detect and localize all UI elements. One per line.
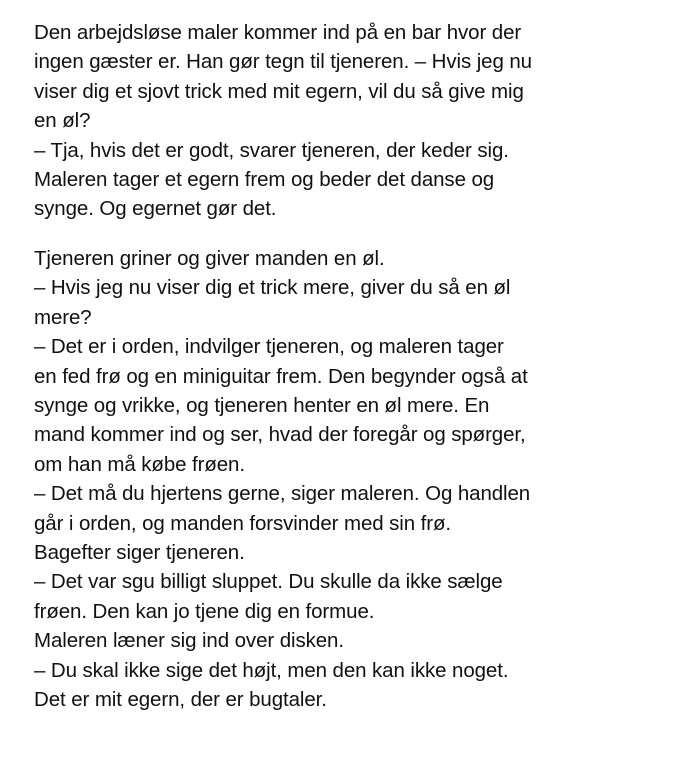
text-line: om han må købe frøen. bbox=[34, 452, 245, 476]
text-line: viser dig et sjovt trick med mit egern, vil du så give mig bbox=[34, 79, 524, 103]
paragraph-2 bbox=[34, 244, 654, 715]
text-line: en øl? bbox=[34, 109, 91, 133]
text-line: går i orden, og manden forsvinder med sin frø. bbox=[34, 511, 451, 535]
text-line: Det er mit egern, der er bugtaler. bbox=[34, 688, 327, 712]
text-line: Bagefter siger tjeneren. bbox=[34, 541, 245, 565]
text-line: ingen gæster er. Han gør tegn til tjeneren. – Hvis jeg nu bbox=[34, 50, 532, 74]
text-line: Maleren tager et egern frem og beder det danse og bbox=[34, 168, 495, 192]
text-line: – Du skal ikke sige det højt, men den kan ikke noget. bbox=[34, 658, 509, 682]
text-line: – Det er i orden, indvilger tjeneren, og maleren tager bbox=[34, 335, 504, 359]
text-line: mand kommer ind og ser, hvad der foregår og spørger, bbox=[34, 423, 526, 447]
text-line: mere? bbox=[34, 305, 92, 329]
text-line: Tjeneren griner og giver manden en øl. bbox=[34, 247, 385, 270]
text-line: en fed frø og en miniguitar frem. Den begynder også at bbox=[34, 364, 528, 388]
text-line: synge. Og egernet gør det. bbox=[34, 197, 277, 221]
paragraph-1 bbox=[34, 18, 654, 224]
text-line: Den arbejdsløse maler kommer ind på en bar hvor der bbox=[34, 21, 522, 44]
text-line: frøen. Den kan jo tjene dig en formue. bbox=[34, 599, 375, 623]
text-line: – Det må du hjertens gerne, siger maleren. Og handlen bbox=[34, 482, 531, 506]
text-line: – Hvis jeg nu viser dig et trick mere, giver du så en øl bbox=[34, 276, 511, 300]
text-line: synge og vrikke, og tjeneren henter en øl mere. En bbox=[34, 394, 490, 418]
text-line: – Det var sgu billigt sluppet. Du skulle da ikke sælge bbox=[34, 570, 503, 594]
text-line: Maleren læner sig ind over disken. bbox=[34, 629, 344, 653]
text-line: – Tja, hvis det er godt, svarer tjeneren, der keder sig. bbox=[34, 138, 509, 162]
